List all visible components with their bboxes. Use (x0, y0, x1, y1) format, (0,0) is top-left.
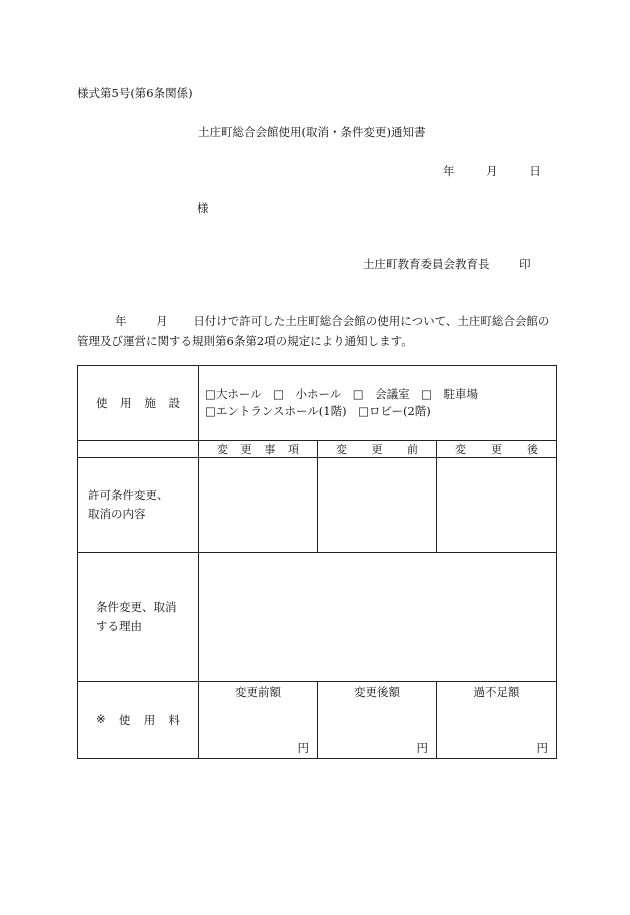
column-header-before (318, 441, 437, 458)
fee-before-label: 変更前額 (235, 685, 281, 699)
date-month: 月 (486, 164, 498, 178)
header-char: 更 (371, 443, 383, 456)
fee-before-yen: 円 (297, 741, 309, 755)
header-char: 事 (264, 443, 276, 456)
fee-after-label: 変更後額 (354, 685, 400, 699)
facility-label-cell (78, 366, 199, 441)
change-content-label-cell (78, 458, 199, 553)
issuer-name: 土庄町教育委員会教育長 (363, 257, 490, 271)
body-year: 年 (115, 314, 127, 328)
column-header-item (199, 441, 318, 458)
body-month: 月 (156, 314, 168, 328)
change-before-field[interactable] (318, 458, 437, 553)
fee-before-field[interactable] (199, 682, 318, 759)
seal-mark: 印 (519, 257, 531, 271)
notification-table (77, 365, 557, 759)
date-year: 年 (443, 164, 455, 178)
change-content-label-line: 許可条件変更、 (88, 488, 169, 502)
fee-diff-field[interactable] (437, 682, 557, 759)
fee-after-field[interactable] (318, 682, 437, 759)
change-item-field[interactable] (199, 458, 318, 553)
header-char: 変 (455, 443, 466, 456)
fee-after-yen: 円 (416, 741, 428, 755)
change-after-field[interactable] (437, 458, 557, 553)
body-text-1: 日付けで許可した土庄町総合会館の使用について、土庄町総合会館の (193, 314, 550, 328)
addressee-suffix: 様 (197, 201, 209, 215)
fee-label-char: 用 (143, 713, 156, 727)
reason-label-cell (78, 553, 199, 682)
date-line (443, 163, 541, 179)
reason-label-line: する理由 (96, 619, 142, 633)
fee-label-char: ※ (96, 712, 106, 726)
header-char: 変 (336, 443, 347, 456)
body-line-1 (115, 313, 549, 329)
date-day: 日 (529, 164, 541, 178)
header-char: 項 (287, 443, 299, 456)
change-content-label-line: 取消の内容 (88, 507, 146, 521)
facility-label-char: 施 (144, 396, 156, 410)
facility-label-char: 設 (168, 396, 180, 410)
header-char: 変 (217, 443, 228, 456)
header-char: 前 (407, 443, 418, 456)
fee-label-char: 使 (118, 713, 131, 727)
header-char: 後 (527, 443, 538, 456)
body-line-2: 管理及び運営に関する規則第6条第2項の規定により通知します。 (77, 334, 413, 348)
fee-diff-yen: 円 (536, 741, 549, 755)
facility-options-row-2[interactable]: □エントランスホール(1階) □ロビー(2階) (205, 404, 431, 418)
fee-label-char: 料 (168, 713, 180, 727)
form-number: 様式第5号(第6条関係) (77, 86, 193, 100)
facility-label-char: 使 (96, 396, 108, 410)
header-char: 更 (491, 443, 502, 456)
column-header-after (437, 441, 557, 458)
reason-field[interactable] (199, 553, 557, 682)
facility-options-row-1[interactable]: □大ホール □ 小ホール □ 会議室 □ 駐車場 (205, 387, 478, 401)
header-blank-cell (78, 441, 199, 458)
reason-label-line: 条件変更、取消 (96, 600, 177, 614)
facility-options-cell[interactable] (199, 366, 557, 441)
facility-label-char: 用 (120, 396, 132, 410)
fee-label-cell (78, 682, 199, 759)
document-title: 土庄町総合会館使用(取消・条件変更)通知書 (198, 125, 426, 139)
header-char: 更 (240, 443, 252, 456)
issuer-line (363, 256, 531, 272)
fee-diff-label: 過不足額 (473, 685, 520, 699)
